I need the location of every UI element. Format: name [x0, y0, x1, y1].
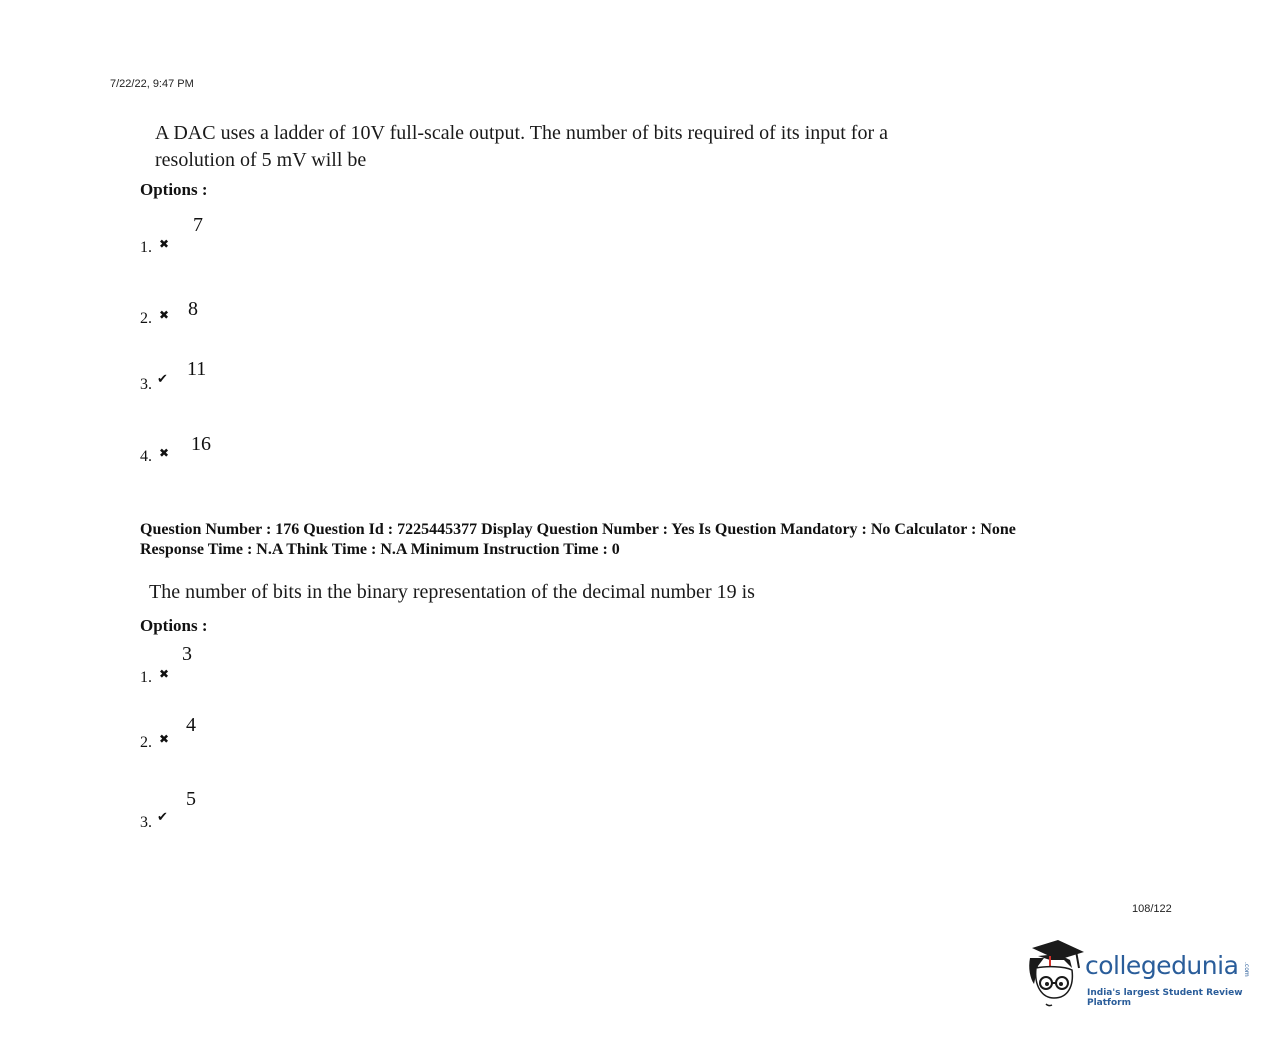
cross-icon: ✖: [159, 446, 170, 460]
option-value: 16: [191, 433, 211, 455]
option-value: 4: [186, 714, 196, 736]
print-timestamp: 7/22/22, 9:47 PM: [110, 78, 194, 90]
check-icon: ✔: [157, 810, 168, 825]
option-value: 7: [193, 214, 203, 236]
metadata-line-2: Response Time : N.A Think Time : N.A Minimum Instruction Time : 0: [140, 541, 620, 558]
brand-name: collegedunia: [1085, 951, 1239, 980]
option-number: 1.: [140, 239, 152, 256]
option-value: 3: [182, 643, 192, 665]
page-number: 108/122: [1132, 903, 1172, 915]
option-value: 5: [186, 788, 196, 810]
brand-tagline: India's largest Student Review Platform: [1087, 988, 1243, 1008]
brand-suffix: .com: [1243, 962, 1250, 977]
question-2-options-label: Options :: [140, 616, 208, 635]
option-number: 2.: [140, 310, 152, 327]
cross-icon: ✖: [159, 308, 170, 322]
option-value: 8: [188, 298, 198, 320]
option-value: 11: [187, 358, 207, 380]
question-1-options-label: Options :: [140, 180, 208, 199]
check-icon: ✔: [157, 372, 168, 387]
cross-icon: ✖: [159, 667, 170, 681]
question-1-line-2: resolution of 5 mV will be: [155, 149, 367, 171]
question-1-text: [155, 120, 888, 174]
question-metadata: [140, 520, 1140, 560]
metadata-line-1: Question Number : 176 Question Id : 7225445377 Display Question Number : Yes Is Question Mandatory : No Calculator : None: [140, 521, 1016, 538]
cross-icon: ✖: [159, 732, 170, 746]
question-2-text: The number of bits in the binary representation of the decimal number 19 is: [149, 581, 755, 603]
option-number: 1.: [140, 669, 152, 686]
option-number: 3.: [140, 814, 152, 831]
option-number: 3.: [140, 376, 152, 393]
collegedunia-logo-icon: [1024, 938, 1086, 1008]
option-number: 4.: [140, 448, 152, 465]
cross-icon: ✖: [159, 237, 170, 251]
option-number: 2.: [140, 734, 152, 751]
question-1-line-1: A DAC uses a ladder of 10V full-scale output. The number of bits required of its input for a: [155, 122, 888, 144]
